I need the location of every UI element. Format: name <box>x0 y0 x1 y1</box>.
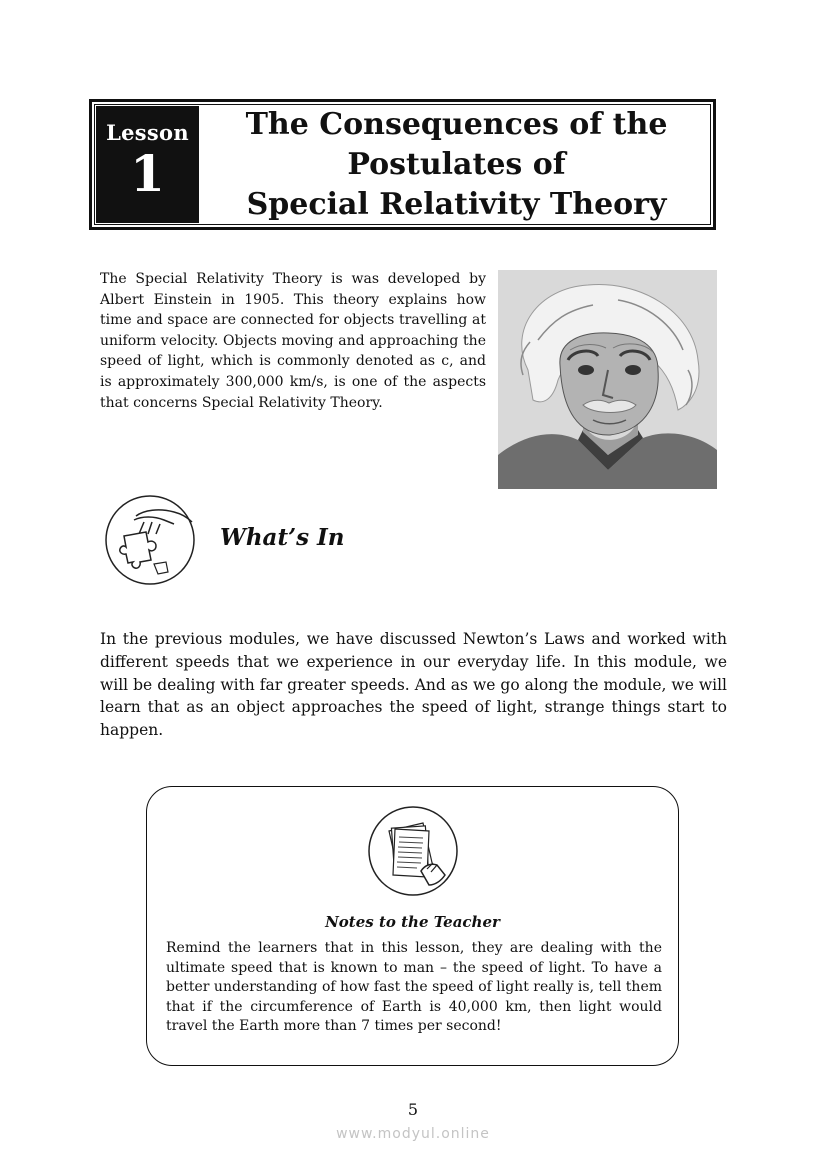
watermark: www.modyul.online <box>336 1126 490 1142</box>
lesson-title-line-1: The Consequences of the <box>245 106 668 142</box>
lesson-title-line-3: Special Relativity Theory <box>246 186 667 222</box>
page-number: 5 <box>407 1100 419 1119</box>
lesson-title-line-2: Postulates of <box>347 146 566 182</box>
notes-paragraph: Remind the learners that in this lesson, they are dealing with the ultimate speed that is known to man – the speed of light. To have a better understanding of how fast the speed of light really is, tell them that if the circumference of Earth is 40,000 km, then light would travel the Earth more than 7 times per second! <box>166 940 662 1035</box>
papers-hand-icon <box>367 805 459 897</box>
whats-in-heading: What’s In <box>220 524 345 551</box>
lesson-label: Lesson <box>106 120 189 145</box>
lesson-number-box <box>96 106 199 223</box>
lesson-title <box>204 106 709 223</box>
puzzle-hand-icon <box>104 494 196 586</box>
notes-to-teacher-box <box>146 786 679 1066</box>
intro-paragraph: The Special Relativity Theory is was developed by Albert Einstein in 1905. This theory explains how time and space are connected for objects travelling at uniform velocity. Objects moving and approaching the speed of light, which is commonly denoted as c, and is approximately 300,000 km/s, is one of the aspects that concerns Special Relativity Theory. <box>100 271 486 411</box>
einstein-portrait <box>498 270 717 489</box>
lesson-header <box>89 99 716 230</box>
notes-heading: Notes to the Teacher <box>325 913 500 931</box>
lesson-number: 1 <box>130 144 165 203</box>
whats-in-paragraph: In the previous modules, we have discussed Newton’s Laws and worked with different speeds that we experience in our everyday life. In this module, we will be dealing with far greater speeds. And as we go along the module, we will learn that as an object approaches the speed of light, strange things start to happen. <box>100 630 727 740</box>
